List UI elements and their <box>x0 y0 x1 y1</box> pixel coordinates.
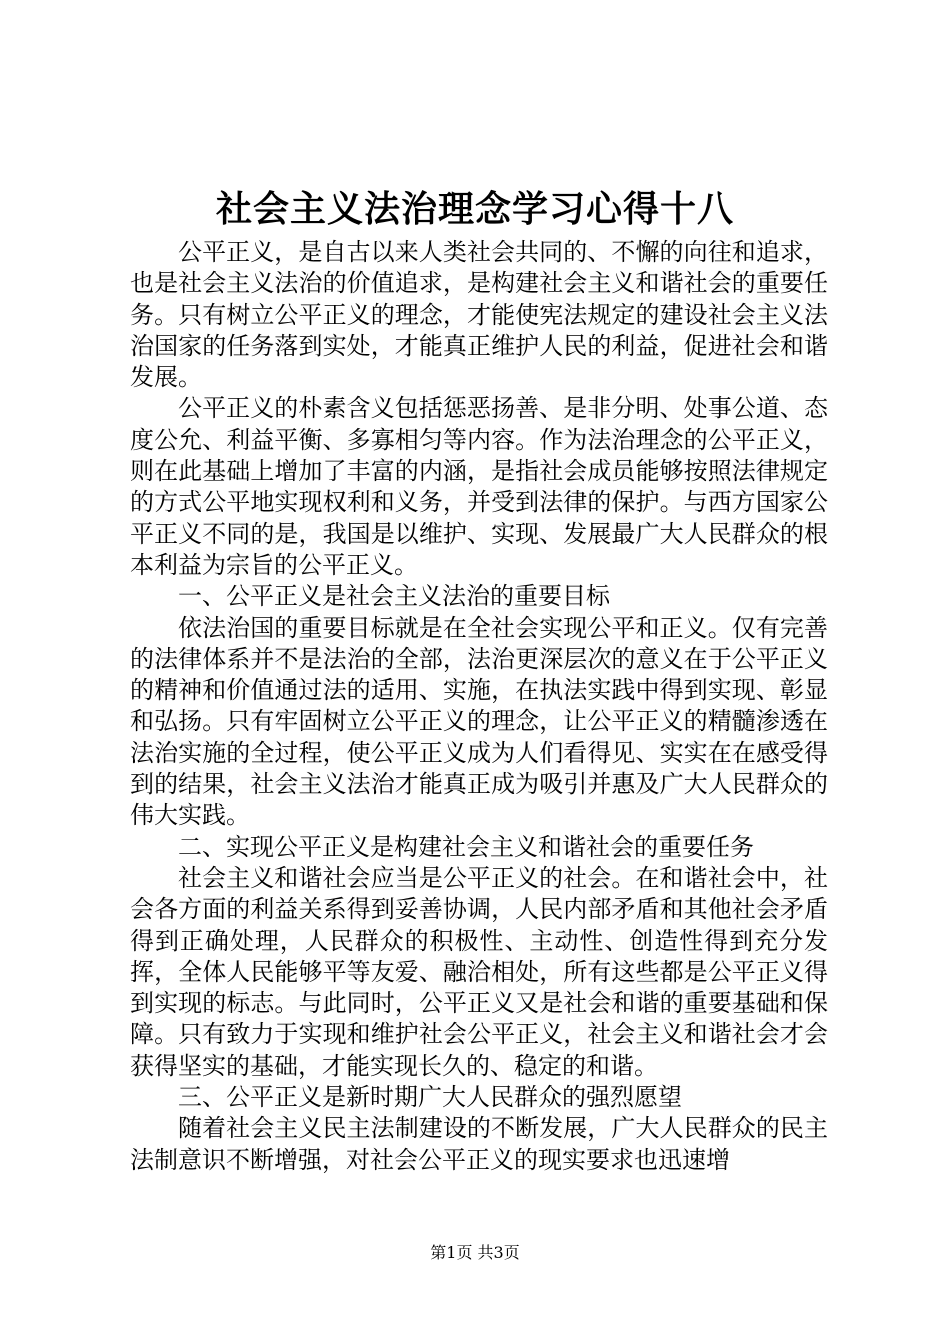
paragraph-section-2: 社会主义和谐社会应当是公平正义的社会。在和谐社会中，社会各方面的利益关系得到妥善协调，人民内部矛盾和其他社会矛盾得到正确处理，人民群众的积极性、主动性、创造性得到充分发挥，全体人民能够平等友爱、融洽相处，所有这些都是公平正义得到实现的标志。与此同时，公平正义又是社会和谐的重要基础和保障。只有致力于实现和维护社会公平正义，社会主义和谐社会才会获得坚实的基础，才能实现长久的、稳定的和谐。 <box>130 863 828 1080</box>
document-title: 社会主义法治理念学习心得十八 <box>215 188 734 230</box>
section-heading-1: 一、公平正义是社会主义法治的重要目标 <box>178 582 610 611</box>
section-heading-3: 三、公平正义是新时期广大人民群众的强烈愿望 <box>178 1083 682 1112</box>
paragraph-section-1: 依法治国的重要目标就是在全社会实现公平和正义。仅有完善的法律体系并不是法治的全部，法治更深层次的意义在于公平正义的精神和价值通过法的适用、实施，在执法实践中得到实现、彰显和弘扬。只有牢固树立公平正义的理念，让公平正义的精髓渗透在法治实施的全过程，使公平正义成为人们看得见、实实在在感受得到的结果，社会主义法治才能真正成为吸引并惠及广大人民群众的伟大实践。 <box>130 613 828 830</box>
paragraph-intro: 公平正义，是自古以来人类社会共同的、不懈的向往和追求，也是社会主义法治的价值追求，是构建社会主义和谐社会的重要任务。只有树立公平正义的理念，才能使宪法规定的建设社会主义法治国家的任务落到实处，才能真正维护人民的利益，促进社会和谐发展。 <box>130 238 828 392</box>
paragraph-definition: 公平正义的朴素含义包括惩恶扬善、是非分明、处事公道、态度公允、利益平衡、多寡相匀等内容。作为法治理念的公平正义，则在此基础上增加了丰富的内涵，是指社会成员能够按照法律规定的方式公平地实现权利和义务，并受到法律的保护。与西方国家公平正义不同的是，我国是以维护、实现、发展最广大人民群众的根本利益为宗旨的公平正义。 <box>130 394 828 579</box>
page-footer: 第1页 共3页 <box>430 1243 520 1262</box>
section-heading-2: 二、实现公平正义是构建社会主义和谐社会的重要任务 <box>178 832 754 861</box>
document-body <box>130 237 828 1176</box>
paragraph-section-3: 随着社会主义民主法制建设的不断发展，广大人民群众的民主法制意识不断增强，对社会公平正义的现实要求也迅速增 <box>130 1114 828 1174</box>
